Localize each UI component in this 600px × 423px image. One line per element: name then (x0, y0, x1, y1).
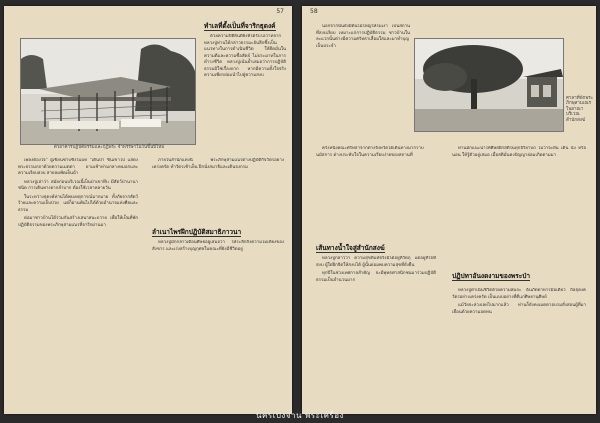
text-column (316, 24, 410, 142)
section-heading: เส้นทางน้ำใจสู่สำนักสงฆ์ (316, 244, 385, 252)
paragraph: ภายในสำนักแห่งนี้ พระภิกษุสามเณรต่างปฏิบัติกิจวัตรอย่างเคร่งครัด ทำวัตรเช้าเย็น ฝึกนั่งสมาธิและเดินจงกรม (152, 158, 284, 170)
paragraph: หลวงปู่ดำเนินชีวิตด้วยความสมถะ ฉันภัตตาหารมื้อเดียว ถือธุดงควัตรอย่างเคร่งครัด เป็นแบบอย่างที่ดีแก่ศิษยานุศิษย์ (452, 288, 586, 300)
paragraph: นอกจากนั้นยังมีต้นไม้ใหญ่ให้ร่มเงา เป็นสถานที่สงบเงียบ เหมาะแก่การปฏิบัติธรรม ชาวบ้านในละแวกนั้นต่างมีความศรัทธาเลื่อมใสและมาทำบุญเป็นประจำ (316, 24, 410, 49)
page-number: 58 (310, 8, 318, 15)
text-column (204, 34, 286, 146)
pavilion-photo (414, 38, 564, 132)
tree-pavilion-image (415, 39, 563, 131)
paragraph: ครั้งหนึ่งคณะศรัทธาจากต่างจังหวัดได้เดินทางมากราบนมัสการ ต่างประทับใจในความเรียบง่ายของสถานที่ (316, 146, 424, 158)
paragraph: เพลงต้องใจ" ผู้เขียนซาบซึ้งในบท "เดินป่า ขึ้นเขาไป แสดงพระธรรมกถาด้วยความเมตตา ยามเช้าท่ามกลางหมอกและความเงียบสงบ สายลมพัดเย็นฉ่ำ (18, 158, 138, 177)
paragraph: ทุกปีในช่วงเทศกาลสำคัญ จะมีพุทธศาสนิกชนมาร่วมปฏิบัติธรรมเป็นจำนวนมาก (316, 271, 436, 283)
paragraph: แม้วัยจะล่วงเลยไปมากแล้ว ท่านก็ยังคงเมตตาอบรมสั่งสอนผู้ที่มาเยือนด้วยความอดทน (452, 303, 586, 315)
paragraph: ต่อมาชาวบ้านได้ร่วมกันสร้างเสนาสนะถวาย เพื่อให้เป็นที่พักปฏิบัติธรรมของพระภิกษุสามเณรที่จาริกผ่านมา (18, 216, 138, 228)
page-number: 57 (276, 8, 284, 15)
text-column (452, 146, 586, 268)
paragraph: ด้วยความปีติยินดียิ่งที่ได้รับโอวาทจากหลวงปู่ท่านได้กล่าวธรรมะอันลึกซึ้งเป็นแนวทางในการดำเนินชีวิต ให้ยึดมั่นในความดีและความซื่อสัตย์ ไม่ประมาทในการดำรงชีวิต หลวงปู่เน้นย้ำเสมอว่าการปฏิบัติธรรมมิใช่เรื่องยาก หากมีความตั้งใจจริง ความเพียรย่อมนำไปสู่ความสงบ (204, 34, 286, 79)
paragraph: หลวงปู่กล่าวว่า ความสุขที่แท้จริงมิได้อยู่ที่วัตถุ แต่อยู่ที่ใจที่สงบ ผู้ใดฝึกจิตให้สงบได้ ผู้นั้นย่อมพบความสุขที่ยั่งยืน (316, 256, 436, 268)
left-page (4, 6, 292, 414)
text-column (18, 158, 138, 408)
photo-caption: ตัวอาคารปฏิบัติธรรมและกุฏิพระ จำพรรษาในวันขึ้นปีใหม่ (53, 145, 165, 150)
paragraph: ในระหว่างธุดงค์ท่านได้พบเหตุการณ์มากมาย ทั้งภัยจากสัตว์ร้ายและความเจ็บป่วย แต่ก็ผ่านพ้นไปได้ด้วยอำนาจแห่งศีลและธรรม (18, 194, 138, 213)
photo-caption: ศาลาที่พักพระภิกษุสามเณรในอาณาบริเวณสำนักสงฆ์ (566, 96, 594, 123)
text-column (316, 256, 436, 408)
paragraph: หลวงปู่เล่าว่า สมัยก่อนบริเวณนี้เป็นป่าเขาทึบ มีสัตว์ป่านานาชนิด การเดินทางยากลำบาก ต้องใช้เวลาหลายวัน (18, 179, 138, 192)
text-column (152, 240, 284, 408)
text-column (316, 146, 436, 242)
section-heading: ปฏิปทาอันงดงามของพระป่า (452, 272, 530, 280)
right-page (302, 6, 596, 414)
building-photo (20, 38, 196, 145)
construction-photo-image (21, 39, 195, 144)
paragraph: ท่านมักแนะนำให้ศิษย์ฝึกสติในทุกอิริยาบถ ไม่ว่าจะยืน เดิน นั่ง หรือนอน ให้รู้ตัวอยู่เสมอ เมื่อสติมั่นคงปัญญาย่อมเกิดตามมา (452, 146, 586, 158)
paragraph: หลวงปู่มักกล่าวเตือนศิษย์อยู่เสมอว่า ให้ระลึกถึงความไม่เที่ยงของสังขาร และเร่งสร้างบุญกุศลในขณะที่ยังมีชีวิตอยู่ (152, 240, 284, 252)
text-column (452, 288, 586, 408)
section-heading: ลำเนาไพรฝึกปฏิบัติสมาธิภาวนา (152, 228, 242, 236)
watermark: นครเปงจาน พระเครื่อง (256, 411, 344, 420)
section-heading: ทำเลที่ตั้งเป็นที่จาริกธุดงค์ (204, 22, 276, 30)
text-column (152, 158, 284, 224)
